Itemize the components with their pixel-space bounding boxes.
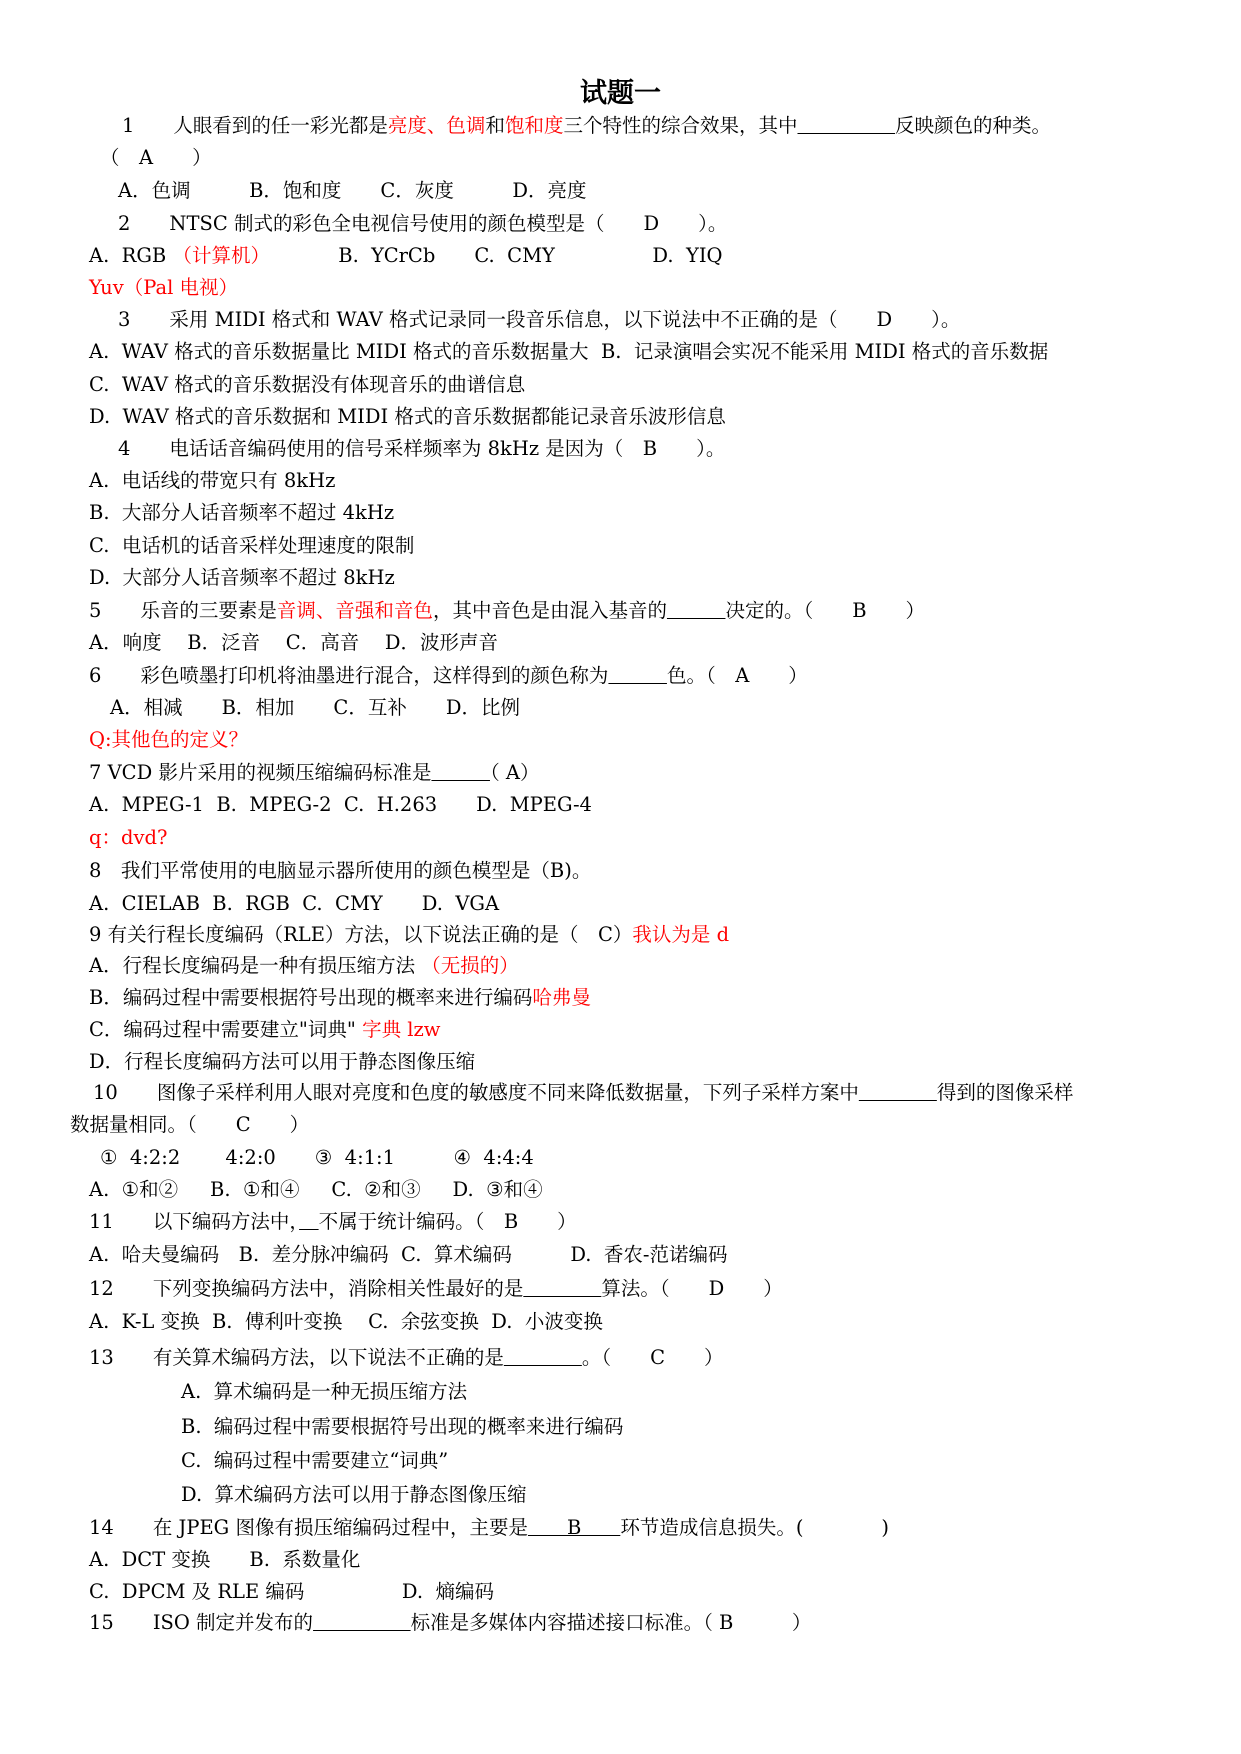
line-text: A. DCT 变换 B. 系数量化 bbox=[89, 1548, 361, 1571]
line-text: A. 算术编码是一种无损压缩方法 bbox=[181, 1380, 468, 1403]
line-text: 和 bbox=[485, 114, 505, 137]
line-text: （ A ） bbox=[100, 146, 212, 169]
annotation-text: Yuv（Pal 电视） bbox=[89, 276, 239, 299]
text-line bbox=[70, 1111, 309, 1139]
line-text: 9 有关行程长度编码（RLE）方法，以下说法正确的是（ C） bbox=[89, 923, 633, 946]
text-line bbox=[89, 1241, 727, 1269]
line-text: 4 电话话音编码使用的信号采样频率为 8kHz 是因为（ B ）。 bbox=[118, 437, 726, 460]
line-text: B. 编码过程中需要根据符号出现的概率来进行编码 bbox=[181, 1415, 624, 1438]
line-text: D. WAV 格式的音乐数据和 MIDI 格式的音乐数据都能记录音乐波形信息 bbox=[89, 405, 726, 428]
blank-underline bbox=[523, 1277, 601, 1300]
text-line bbox=[89, 1208, 577, 1236]
line-text: 6 彩色喷墨打印机将油墨进行混合，这样得到的颜色称为 bbox=[89, 664, 609, 687]
line-text: 标准是多媒体内容描述接口标准。（ B ） bbox=[410, 1611, 812, 1634]
line-text: 色。（ A ） bbox=[666, 664, 808, 687]
text-line bbox=[89, 1016, 440, 1044]
line-text: B. YCrCb C. CMY D. YIQ bbox=[260, 244, 723, 267]
text-line bbox=[89, 629, 498, 657]
blank-underline bbox=[431, 761, 490, 784]
text-line bbox=[181, 1481, 527, 1509]
line-text: A．行程长度编码是一种有损压缩方法 bbox=[89, 954, 422, 977]
annotation-text: 亮度、色调 bbox=[387, 114, 486, 137]
line-text: 3 采用 MIDI 格式和 WAV 格式记录同一段音乐信息，以下说法中不正确的是（ D ）。 bbox=[118, 308, 961, 331]
annotation-text: （无损的） bbox=[421, 954, 519, 977]
line-text: A. 哈夫曼编码 B. 差分脉冲编码 C. 算术编码 D. 香农-范诺编码 bbox=[89, 1243, 728, 1266]
line-text: 8 我们平常使用的电脑显示器所使用的颜色模型是（B)。 bbox=[89, 859, 592, 882]
text-line bbox=[89, 984, 591, 1012]
line-text: A. MPEG-1 B. MPEG-2 C. H.263 D. MPEG-4 bbox=[89, 793, 592, 816]
text-line bbox=[89, 403, 726, 431]
line-text: 2 NTSC 制式的彩色全电视信号使用的颜色模型是（ D ）。 bbox=[118, 212, 728, 235]
blank-underline bbox=[608, 664, 667, 687]
text-line bbox=[110, 694, 520, 722]
text-line bbox=[89, 564, 395, 592]
text-line bbox=[89, 726, 248, 754]
blank-underline bbox=[504, 1346, 582, 1369]
line-text: 7 VCD 影片采用的视频压缩编码标准是 bbox=[89, 761, 432, 784]
text-line bbox=[89, 1578, 494, 1606]
text-line bbox=[89, 1344, 724, 1372]
line-text: C. WAV 格式的音乐数据没有体现音乐的曲谱信息 bbox=[89, 373, 526, 396]
line-text: 环节造成信息损失。( ) bbox=[620, 1516, 890, 1539]
text-line bbox=[89, 1609, 811, 1637]
text-line bbox=[89, 824, 167, 852]
line-text: 。（ C ） bbox=[581, 1346, 724, 1369]
line-text: 12 下列变换编码方法中，消除相关性最好的是 bbox=[89, 1277, 524, 1300]
text-line bbox=[89, 890, 499, 918]
line-text: A．响度 B．泛音 C．高音 D．波形声音 bbox=[89, 631, 499, 654]
text-line bbox=[89, 597, 925, 625]
line-text: C. 编码过程中需要建立“词典” bbox=[181, 1449, 449, 1472]
line-text: A. 电话线的带宽只有 8kHz bbox=[89, 469, 336, 492]
text-line bbox=[89, 242, 723, 270]
blank-underline bbox=[299, 1210, 319, 1233]
annotation-text: 音调、音强和音色 bbox=[276, 599, 433, 622]
text-line bbox=[89, 1308, 603, 1336]
text-line bbox=[93, 1079, 1073, 1107]
text-line bbox=[89, 662, 808, 690]
line-text: D. 大部分人话音频率不超过 8kHz bbox=[89, 566, 395, 589]
text-line bbox=[118, 210, 727, 238]
annotation-text: 字典 lzw bbox=[362, 1018, 441, 1041]
blank-underline bbox=[797, 114, 895, 137]
line-text: 13 有关算术编码方法，以下说法不正确的是 bbox=[89, 1346, 504, 1369]
line-text: 不属于统计编码。（ B ） bbox=[318, 1210, 577, 1233]
blank-underline bbox=[313, 1611, 411, 1634]
blank-underline: B bbox=[527, 1516, 621, 1539]
text-line bbox=[89, 1176, 543, 1204]
line-text: 得到的图像采样 bbox=[936, 1081, 1074, 1104]
annotation-text: （计算机） bbox=[172, 244, 261, 267]
text-line bbox=[89, 1275, 783, 1303]
text-line bbox=[89, 499, 394, 527]
line-text: 15 ISO 制定并发布的 bbox=[89, 1611, 314, 1634]
line-text: C．编码过程中需要建立"词典" bbox=[89, 1018, 363, 1041]
line-text: B. 大部分人话音频率不超过 4kHz bbox=[89, 501, 395, 524]
text-line bbox=[181, 1413, 623, 1441]
annotation-text: 我认为是 d bbox=[632, 923, 730, 946]
line-text: A. CIELAB B. RGB C. CMY D. VGA bbox=[89, 892, 500, 915]
line-text: B．编码过程中需要根据符号出现的概率来进行编码 bbox=[89, 986, 533, 1009]
line-text: A. K-L 变换 B. 傅利叶变换 C. 余弦变换 D. 小波变换 bbox=[89, 1310, 603, 1333]
text-line bbox=[89, 338, 1048, 366]
text-line bbox=[118, 177, 586, 205]
annotation-text: 饱和度 bbox=[504, 114, 564, 137]
text-line bbox=[89, 1514, 889, 1542]
text-line bbox=[89, 274, 238, 302]
line-text: 10 图像子采样利用人眼对亮度和色度的敏感度不同来降低数据量，下列子采样方案中 bbox=[93, 1081, 859, 1104]
line-text: C. DPCM 及 RLE 编码 D. 熵编码 bbox=[89, 1580, 494, 1603]
line-text: 反映颜色的种类。 bbox=[895, 114, 1052, 137]
annotation-text: Q:其他色的定义？ bbox=[89, 728, 249, 751]
line-text: ① 4:2:2 4:2:0 ③ 4:1:1 ④ 4:4:4 bbox=[100, 1146, 534, 1169]
line-text: 数据量相同。（ C ） bbox=[70, 1113, 310, 1136]
line-text: 14 在 JPEG 图像有损压缩编码过程中，主要是 bbox=[89, 1516, 528, 1539]
text-line bbox=[100, 144, 212, 172]
annotation-text: q：dvd? bbox=[89, 826, 168, 849]
text-line bbox=[89, 1048, 475, 1076]
line-text: （ A） bbox=[489, 761, 540, 784]
annotation-text: 哈弗曼 bbox=[532, 986, 591, 1009]
line-text: D. 算术编码方法可以用于静态图像压缩 bbox=[181, 1483, 527, 1506]
line-text: A. WAV 格式的音乐数据量比 MIDI 格式的音乐数据量大 B. 记录演唱会实况不能采用 MIDI 格式的音乐数据 bbox=[89, 340, 1049, 363]
text-line bbox=[181, 1378, 467, 1406]
line-text: 决定的。（ B ） bbox=[725, 599, 926, 622]
line-text: 5 乐音的三要素是 bbox=[89, 599, 277, 622]
text-line bbox=[89, 759, 540, 787]
line-text: D．行程长度编码方法可以用于静态图像压缩 bbox=[89, 1050, 476, 1073]
text-line bbox=[89, 1546, 360, 1574]
line-text: C. 电话机的话音采样处理速度的限制 bbox=[89, 534, 415, 557]
line-text: 算法。（ D ） bbox=[601, 1277, 783, 1300]
text-line bbox=[122, 112, 1051, 140]
line-text: A．色调 B．饱和度 C．灰度 D．亮度 bbox=[118, 179, 587, 202]
blank-underline bbox=[859, 1081, 937, 1104]
text-line bbox=[118, 306, 960, 334]
line-text: 三个特性的综合效果，其中 bbox=[563, 114, 798, 137]
text-line bbox=[89, 791, 592, 819]
text-line bbox=[89, 857, 591, 885]
line-text: A．相减 B．相加 C．互补 D．比例 bbox=[110, 696, 520, 719]
line-text: 1 人眼看到的任一彩光都是 bbox=[122, 114, 388, 137]
text-line bbox=[118, 435, 725, 463]
blank-underline bbox=[667, 599, 726, 622]
line-text: 11 以下编码方法中， bbox=[89, 1210, 300, 1233]
text-line bbox=[100, 1144, 534, 1172]
text-line bbox=[89, 467, 335, 495]
line-text: ，其中音色是由混入基音的 bbox=[432, 599, 667, 622]
page-title: 试题一 bbox=[580, 78, 661, 109]
text-line bbox=[181, 1447, 448, 1475]
text-line bbox=[89, 532, 414, 560]
text-line bbox=[89, 952, 519, 980]
text-line bbox=[89, 371, 525, 399]
text-line bbox=[89, 921, 729, 949]
line-text: A. ①和② B. ①和④ C. ②和③ D. ③和④ bbox=[89, 1178, 543, 1201]
line-text: A. RGB bbox=[89, 244, 173, 267]
